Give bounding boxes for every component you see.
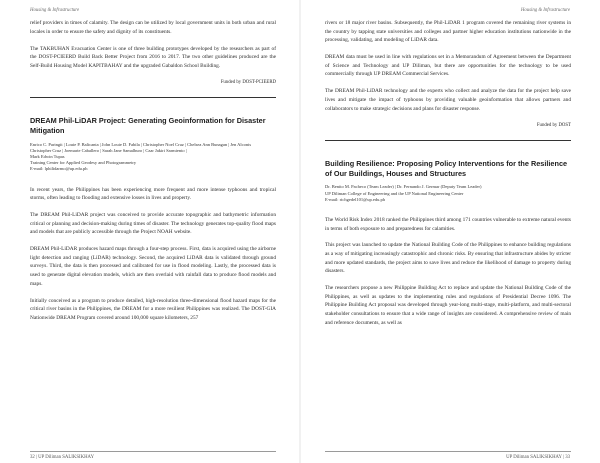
paragraph: DREAM data must be used in line with regulations set in a Memorandum of Agreement between the Department of Science and Technology and UP Diliman, but there are opportunities for the technology to be used commercially through UP DREAM Commercial Services. xyxy=(325,54,571,78)
email-line: E-mail: richgedel101@up.edu.ph xyxy=(325,196,386,202)
paragraph: In recent years, the Philippines has been experiencing more frequent and more intense typhoons and tropical storms, often leading to flooding and extensive losses in lives and property. xyxy=(30,186,276,202)
funding-note: Funded by DOST-PCIEERD xyxy=(220,79,276,85)
right-column xyxy=(325,19,571,336)
author-line: Christopher Cruz | Joemarie Caballero | Sarah Jane Samalburo | Czar Jakiri Sarmiento | xyxy=(30,147,187,153)
paragraph: rivers or 18 major river basins. Subsequently, the Phil-LiDAR 1 program covered the remaining river systems in the country by tapping state universities and colleges and partner higher education institutions nationwide in the processing, validating, and modeling of LiDAR data. xyxy=(325,20,571,44)
paragraph: The DREAM Phil-LiDAR project was conceived to provide accurate topographic and bathymetric information critical or planning and decision-making during times of disaster. The technology generates top-quality flood maps and models that are publicly accessible through the Project NOAH website. xyxy=(30,212,276,236)
page-footer-left: 32 | UP Diliman SALIKSIKHAY xyxy=(30,455,95,460)
affiliation-line: Training Center for Applied Geodesy and Photogrammetry xyxy=(30,160,137,166)
section-divider xyxy=(30,97,276,98)
author-line: Mark Edwin Tupas xyxy=(30,153,65,159)
article-title: DREAM Phil-LiDAR Project: Generating Geoinformation for Disaster Mitigation xyxy=(30,116,266,135)
paragraph: This project was launched to update the National Building Code of the Philippines to enhance building regulations as a way of mitigating increasingly catastrophic and chronic risks. By ensuring that infrastructure abides by stricter and more updated standards, the project aims to save lives and reduce the likelihood of damage to property during disasters. xyxy=(325,242,571,275)
paragraph: Initially conceived as a program to produce detailed, high-resolution three-dimensional flood hazard maps for the critical river basins in the Philippines, the DREAM for a more resilient Philippines was realized. The DOST-GIA Nationwide DREAM Program covered around 100,000 square kilometers, 257 xyxy=(30,297,276,321)
paragraph: The World Risk Index 2018 ranked the Philippines third among 171 countries vulnerable to extreme natural events in terms of both exposure to and preparedness for calamities. xyxy=(325,216,571,232)
paragraph: The TAKBUHAN Evacuation Center is one of three building prototypes developed by the researchers as part of the DOST-PCIEERD Build Back Better Project from 2016 to 2017. The two other guidelines produced are the Self-Build Housing Model KAPITBAHAY and the upgraded Gabaldon School Building. xyxy=(30,45,276,69)
author-block xyxy=(325,184,571,203)
email-line: E-mail: lphilidarmo@up.edu.ph xyxy=(30,166,88,172)
running-head-left: Housing & Infrastructure xyxy=(30,8,80,13)
paragraph: DREAM Phil-LiDAR produces hazard maps through a four-step process. First, data is acquired using the airborne light detection and ranging (LiDAR) technology. Second, the acquired LiDAR data is validated through ground surveys. Third, the data is then processed and calibrated for use in flood modeling. Lastly, the processed data is used to generate digital elevation models, which are then overlaid with rainfall data to produce flood models and maps. xyxy=(30,246,276,287)
author-line: Dr. Benito M. Pacheco (Team Leader) | Dr. Fernando J. Germar (Deputy Team Leader) xyxy=(325,184,482,190)
paragraph: The DREAM Phil-LiDAR technology and the experts who collect and analyze the data for the project help save lives and mitigate the impact of typhoons by providing valuable geoinformation that allows partners and collaborators to make strategic decisions and plans for disaster response. xyxy=(325,88,571,112)
author-line: Enrico C. Paringit | Louie P. Balicanta | John Louie D. Fabila | Christopher Noel Cruz | Chelsea Ann Bunagan | Jen Alconis xyxy=(30,141,252,147)
article-title: Building Resilience: Proposing Policy Interventions for the Resilience of Our Buildings, Houses and Structures xyxy=(325,159,568,178)
section-divider xyxy=(325,140,571,141)
author-block xyxy=(30,142,276,173)
right-page xyxy=(300,0,600,463)
footer-rule xyxy=(30,451,276,452)
footer-rule xyxy=(325,451,571,452)
affiliation-line: UP Diliman College of Engineering and the UP National Engineering Center xyxy=(325,190,464,196)
paragraph: relief providers in times of calamity. The design can be utilized by local government units in both urban and rural locales in order to ensure the safety and dignity of its constituents. xyxy=(30,20,276,35)
paragraph: The researchers propose a new Philippine Building Act to replace and update the National Building Code of the Philippines, as well as updates to the implementing rules and regulations of Presidential Decree 1096. The Philippine Building Act proposal was developed through year-long multi-stage, multi-platform, and multi-sectoral stakeholder consultations to ensure that a wide range of insights are considered. A comprehensive review of main and reference documents, as well as xyxy=(325,285,571,326)
page-footer-right: UP Diliman SALIKSIKHAY | 33 xyxy=(506,455,570,460)
running-head-right: Housing & Infrastructure xyxy=(520,8,570,13)
funding-note: Funded by DOST xyxy=(536,122,571,128)
left-column xyxy=(30,19,276,331)
